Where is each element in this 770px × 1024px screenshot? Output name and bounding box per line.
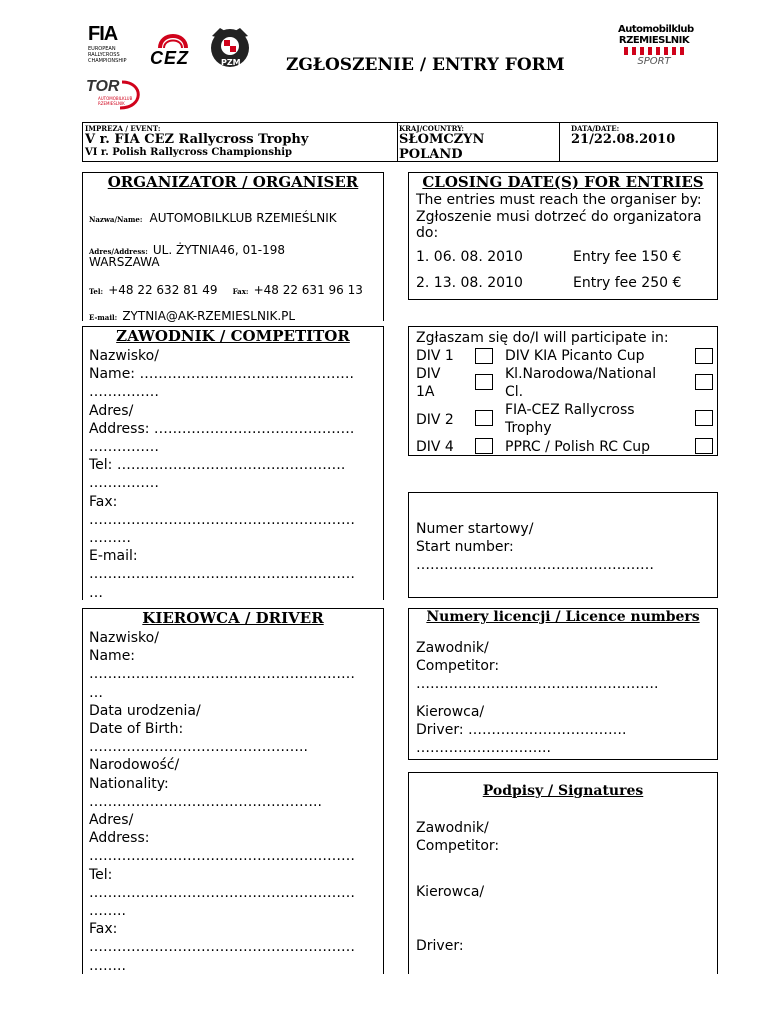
- event-label: IMPREZA / EVENT:: [85, 124, 161, 133]
- signatures-box: [408, 772, 718, 974]
- driver-line[interactable]: ……..: [89, 903, 126, 920]
- div2-checkbox[interactable]: [475, 410, 493, 426]
- signatures-competitor-label-2: Competitor:: [416, 838, 500, 854]
- event-subtitle: VI r. Polish Rallycross Championship: [85, 147, 293, 158]
- driver-line: Adres/: [89, 812, 134, 829]
- cup3-checkbox[interactable]: [695, 410, 713, 426]
- driver-fields: [89, 629, 381, 975]
- cup2-checkbox[interactable]: [695, 374, 713, 390]
- competitor-heading: ZAWODNIK / COMPETITOR: [116, 327, 350, 345]
- pzm-logo: PZM: [210, 24, 250, 72]
- licences-competitor-field[interactable]: …………………………………………….: [416, 676, 659, 692]
- competitor-line[interactable]: ……………: [89, 475, 159, 492]
- date-column-divider: [559, 122, 560, 162]
- cup3-label-2: Trophy: [505, 420, 552, 436]
- start-number-label-2: Start number:: [416, 539, 514, 555]
- competitor-fields: [89, 347, 381, 602]
- organiser-address-2: WARSZAWA: [89, 255, 160, 269]
- driver-line: Address:: [89, 830, 150, 847]
- competitor-fax-field[interactable]: …………………………………………………: [89, 511, 355, 528]
- start-number-label-1: Numer startowy/: [416, 521, 534, 537]
- competitor-line: Nazwisko/: [89, 348, 159, 364]
- driver-nationality-field[interactable]: …………………………………………..: [89, 793, 322, 810]
- signatures-competitor-label-1: Zawodnik/: [416, 820, 489, 836]
- cup2-label-2: Cl.: [505, 384, 524, 400]
- cup4-checkbox[interactable]: [695, 438, 713, 454]
- divisions-box: [408, 326, 718, 456]
- driver-heading: KIEROWCA / DRIVER: [142, 609, 324, 627]
- driver-line: Tel:: [89, 866, 113, 883]
- organiser-address-1: UL. ŻYTNIA46, 01-198: [152, 243, 285, 257]
- cup4-label: PPRC / Polish RC Cup: [505, 439, 651, 455]
- organiser-email: ZYTNIA@AK-RZEMIESLNIK.PL: [122, 309, 296, 323]
- cup1-label: DIV KIA Picanto Cup: [505, 348, 645, 364]
- competitor-box: [82, 326, 384, 600]
- date-label: DATA/DATE:: [571, 124, 620, 133]
- closing-dates-box: [408, 172, 718, 300]
- driver-line: Nationality:: [89, 775, 169, 792]
- organiser-box: [82, 172, 384, 321]
- competitor-line: E-mail:: [89, 548, 138, 565]
- organiser-tel: +48 22 632 81 49: [108, 283, 218, 297]
- div1-label: DIV 1: [416, 348, 454, 364]
- signatures-heading: Podpisy / Signatures: [482, 783, 644, 799]
- start-number-box: [408, 492, 718, 598]
- signatures-driver-label-1: Kierowca/: [416, 884, 485, 900]
- driver-tel-field[interactable]: …………………………………………………: [89, 884, 355, 901]
- divisions-heading: Zgłaszam się do/I will participate in:: [416, 330, 669, 346]
- organiser-name-row: Nazwa/Name: AUTOMOBILKLUB RZEMIEŚLNIK: [89, 211, 337, 225]
- div1a-checkbox[interactable]: [475, 374, 493, 390]
- cez-logo: CEZ: [146, 26, 200, 70]
- organiser-tel-row: Tel: +48 22 632 81 49 Fax: +48 22 631 96 13: [89, 283, 363, 297]
- driver-fax-field[interactable]: …………………………………………………: [89, 939, 355, 956]
- competitor-name-field[interactable]: Name: ……………………………………….: [89, 366, 354, 383]
- licences-driver-field-2[interactable]: ………………………..: [416, 740, 551, 756]
- closing-date-1: 1. 06. 08. 2010: [416, 249, 523, 265]
- div1a-label-2: 1A: [416, 384, 435, 400]
- driver-line[interactable]: …: [89, 684, 103, 701]
- driver-line: Data urodzenia/: [89, 702, 201, 719]
- competitor-line: Adres/: [89, 402, 134, 419]
- organiser-email-row: E-mail: ZYTNIA@AK-RZEMIESLNIK.PL: [89, 309, 296, 323]
- driver-line: Nazwisko/: [89, 630, 159, 646]
- tor-logo: TOR AUTOMOBILKLUB RZEMIEŚLNIK: [84, 78, 146, 112]
- div4-label: DIV 4: [416, 439, 454, 455]
- cup1-checkbox[interactable]: [695, 348, 713, 364]
- organiser-address-row: Adres/Address: UL. ŻYTNIA46, 01-198: [89, 243, 285, 257]
- country-value-1: SŁOMCZYN: [399, 132, 485, 147]
- organiser-fax: +48 22 631 96 13: [253, 283, 363, 297]
- date-value: 21/22.08.2010: [571, 132, 676, 147]
- cup2-label-1: Kl.Narodowa/National: [505, 366, 657, 382]
- driver-line: Name:: [89, 648, 136, 665]
- driver-line[interactable]: ……..: [89, 957, 126, 974]
- country-label: KRAJ/COUNTRY:: [399, 124, 464, 133]
- licences-competitor-label-1: Zawodnik/: [416, 640, 489, 656]
- driver-line: Narodowość/: [89, 757, 180, 774]
- automobilklub-logo: Automobilklub RZEMIESLNIK SPORT: [618, 24, 694, 67]
- competitor-line[interactable]: ………: [89, 530, 131, 547]
- driver-box: [82, 608, 384, 974]
- driver-line: Date of Birth:: [89, 721, 184, 738]
- organiser-name: AUTOMOBILKLUB RZEMIEŚLNIK: [149, 211, 337, 225]
- page-title: ZGŁOSZENIE / ENTRY FORM: [286, 55, 565, 75]
- licences-driver-label: Kierowca/: [416, 704, 485, 720]
- competitor-tel-field[interactable]: Tel: ………………………………………….: [89, 457, 346, 474]
- competitor-line[interactable]: ……………: [89, 384, 159, 401]
- checkered-strip: [624, 47, 684, 55]
- event-header-box: [82, 122, 718, 162]
- licences-box: [408, 608, 718, 760]
- div4-checkbox[interactable]: [475, 438, 493, 454]
- licences-driver-field[interactable]: Driver: …………………………….: [416, 722, 627, 738]
- closing-line-2: Zgłoszenie musi dotrzeć do organizatora: [416, 209, 702, 225]
- cup3-label-1: FIA-CEZ Rallycross: [505, 402, 635, 418]
- competitor-line[interactable]: …: [89, 584, 103, 601]
- driver-name-field[interactable]: …………………………………………………: [89, 666, 355, 683]
- competitor-address-field[interactable]: Address: …………………………………….: [89, 420, 355, 437]
- competitor-email-field[interactable]: …………………………………………………: [89, 566, 355, 583]
- driver-dob-field[interactable]: ………………………………………..: [89, 739, 308, 756]
- div2-label: DIV 2: [416, 412, 454, 428]
- closing-line-3: do:: [416, 225, 439, 241]
- closing-date-2: 2. 13. 08. 2010: [416, 275, 523, 291]
- closing-heading: CLOSING DATE(S) FOR ENTRIES: [422, 173, 704, 191]
- fia-logo: FIA EUROPEAN RALLYCROSS CHAMPIONSHIP: [88, 23, 127, 64]
- competitor-line[interactable]: ……………: [89, 439, 159, 456]
- event-column-divider: [397, 122, 398, 162]
- closing-line-1: The entries must reach the organiser by:: [416, 192, 702, 208]
- event-name: V r. FIA CEZ Rallycross Trophy: [85, 132, 309, 147]
- start-number-field[interactable]: ……………………………………………: [416, 557, 654, 573]
- organiser-heading: ORGANIZATOR / ORGANISER: [107, 173, 359, 191]
- driver-line: Fax:: [89, 921, 118, 938]
- country-value-2: POLAND: [399, 147, 463, 162]
- closing-fee-2: Entry fee 250 €: [573, 275, 682, 291]
- licences-heading: Numery licencji / Licence numbers: [426, 609, 700, 625]
- closing-fee-1: Entry fee 150 €: [573, 249, 682, 265]
- licences-competitor-label-2: Competitor:: [416, 658, 500, 674]
- signatures-driver-label-2: Driver:: [416, 938, 464, 954]
- div1-checkbox[interactable]: [475, 348, 493, 364]
- competitor-line: Fax:: [89, 493, 118, 510]
- div1a-label-1: DIV: [416, 366, 441, 382]
- driver-address-field[interactable]: …………………………………………………: [89, 848, 355, 865]
